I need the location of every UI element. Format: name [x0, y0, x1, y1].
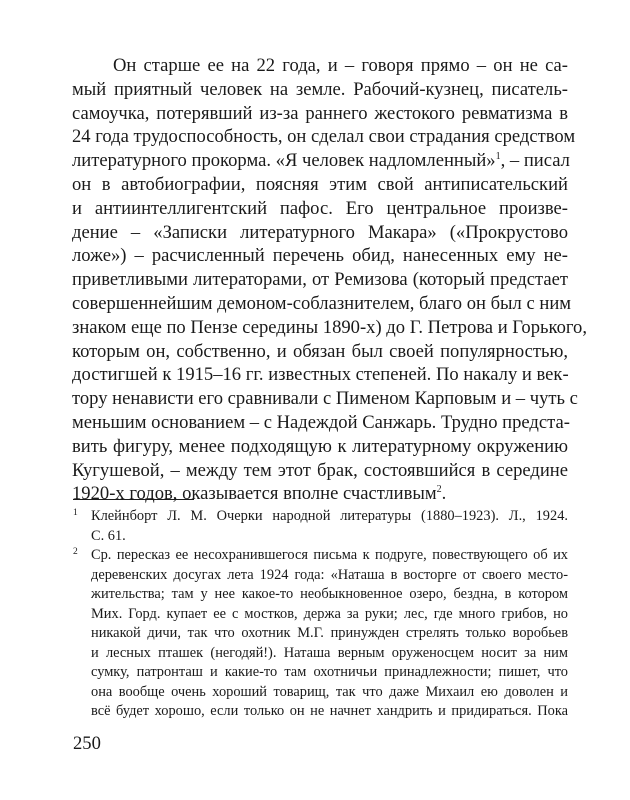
text-segment: 1920-х годов, оказывается вполне счастливым: [72, 483, 437, 505]
text-segment: литературного прокорма. «Я человек надломленный»: [72, 150, 496, 172]
footnote-number: 1: [73, 508, 78, 518]
main-text: [72, 54, 587, 506]
footnote-ref-1: 1: [495, 151, 501, 163]
footnote-line: Мих. Горд. купает ее с мостков, держа за руки; лес, где много грибов, но: [91, 605, 568, 622]
footnote-line: и лесных пташек (негодяй!). Наташа верным оруженосцем носит за ним: [91, 644, 568, 661]
text-line: вить фигуру, менее подходящую к литературному окружению: [72, 435, 568, 457]
text-line: совершеннейшим демоном-соблазнителем, благо он был с ним: [72, 292, 572, 314]
footnote-line: никакой дичи, так что охотник М.Г. принужден стрелять только воробьев: [91, 625, 568, 641]
footnote-line: деревенских досугах лета 1924 года: «Наташа в восторге от своего место-: [91, 566, 568, 583]
text-line: приветливыми литераторами, от Ремизова (который предстает: [72, 269, 568, 291]
text-line: которым он, собственно, и обязан был своей популярностью,: [72, 340, 568, 362]
text-line: Он старше ее на 22 года, и – говоря прямо – он не са-: [113, 55, 568, 76]
text-line: и антиинтеллигентский пафос. Его центральное произве-: [72, 197, 568, 219]
text-line: дение – «Записки литературного Макара» («Прокрустово: [72, 221, 568, 243]
footnote-line: Клейнборт Л. М. Очерки народной литературы (1880–1923). Л., 1924.: [91, 508, 568, 524]
footnote-line: жительства; там у нее какое-то необыкновенное озеро, бездна, в котором: [91, 586, 568, 602]
text-line: самоучка, потерявший из-за раннего жестокого ревматизма в: [72, 102, 568, 124]
footnote-line: всё будет хорошо, если только он не начнет хандрить и придираться. Пока: [91, 703, 568, 719]
page-number: 250: [73, 733, 101, 754]
footnote-1: [73, 507, 568, 546]
footnote-number: 2: [73, 547, 78, 557]
text-line: он в автобиографии, поясняя этим свой антиписательский: [72, 173, 568, 195]
footnote-separator: [73, 499, 194, 500]
text-segment: .: [441, 483, 447, 505]
text-line: 24 года трудоспособность, он сделал свои страдания средством: [72, 126, 576, 148]
footnote-line: она вообще очень хороший товарищ, так что даже Михаил ею доволен и: [91, 683, 568, 700]
text-line: [72, 149, 568, 173]
text-line: знаком еще по Пензе середины 1890-х) до Г. Петрова и Горького,: [72, 316, 587, 338]
text-line: мый приятный человек на земле. Рабочий-кузнец, писатель-: [72, 78, 568, 100]
text-line: Кугушевой, – между тем этот брак, состоявшийся в середине: [72, 459, 568, 481]
footnote-ref-2: 2: [436, 484, 442, 496]
text-line: меньшим основанием – с Надеждой Санжарь. Трудно предста-: [72, 411, 570, 433]
footnote-line: сумку, патронташ и какие-то там охотничьи принадлежности; пишет, что: [91, 664, 568, 680]
text-line: достигшей к 1915–16 гг. известных степеней. По накалу и век-: [72, 364, 569, 386]
footnote-2: [73, 546, 568, 722]
footnote-line: Ср. пересказ ее несохранившегося письма к подруге, повествующего об их: [91, 547, 568, 563]
text-segment: , – писал: [500, 150, 570, 172]
text-line: ложе») – расчисленный перечень обид, нанесенных ему не-: [72, 245, 568, 267]
text-line: тору ненависти его сравнивали с Пименом Карповым и – чуть с: [72, 388, 578, 410]
footnote-line: С. 61.: [91, 527, 126, 544]
text-line: [72, 482, 568, 506]
